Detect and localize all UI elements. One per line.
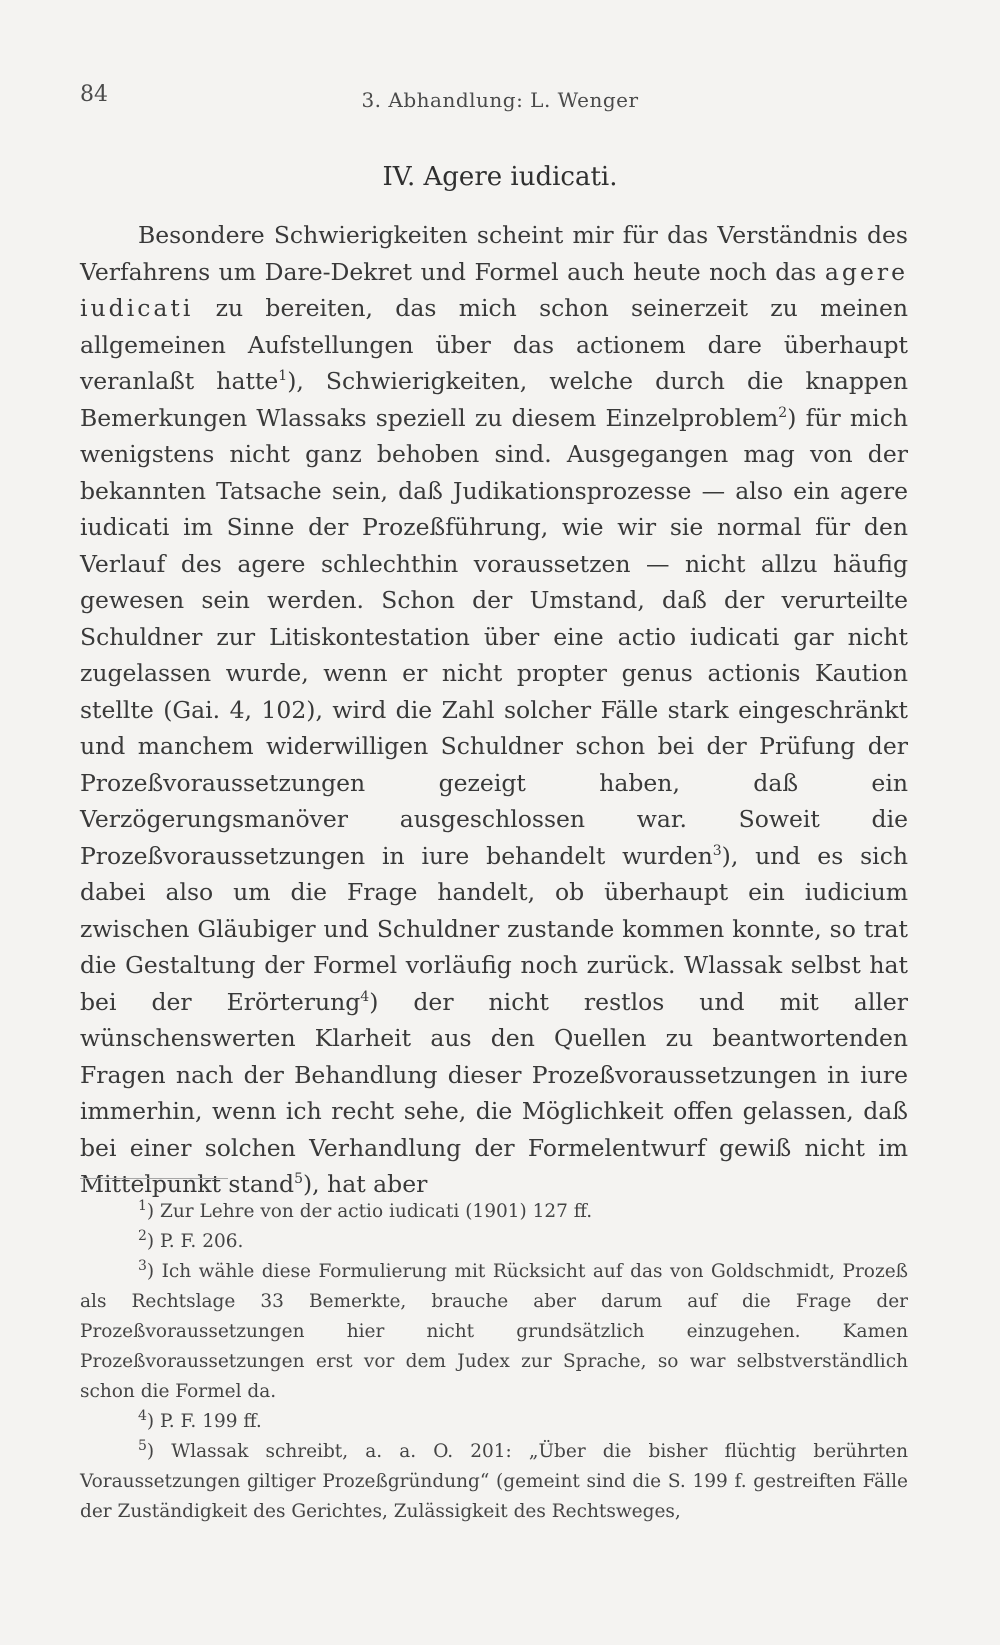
footnote xyxy=(80,1407,908,1437)
footnote-reference: 2 xyxy=(778,404,788,421)
body-text-segment: ) für mich wenigstens nicht ganz behoben sind. Ausgegangen mag von der bekannten Tatsache sein, daß Judikationsprozesse — also ein agere iudicati im Sinne der Prozeßführung, wie wir sie normal für den Verlauf des agere schlechthin voraussetzen — nicht allzu häufig gewesen sein werden. Schon der Umstand, daß der verurteilte Schuldner zur Litiskontestation über eine actio iudicati gar nicht zugelassen wurde, wenn er nicht propter genus actionis Kaution stellte (Gai. 4, 102), wird die Zahl solcher Fälle stark eingeschränkt und manchem widerwilligen Schuldner schon bei der Prüfung der Prozeßvoraussetzungen gezeigt haben, daß ein Verzögerungsmanöver ausgeschlossen war. Soweit die Prozeßvoraussetzungen in iure behandelt wurden xyxy=(80,403,908,870)
footnote-text: ) Zur Lehre von der actio iudicati (1901) 127 ff. xyxy=(146,1201,593,1222)
footnote-text: ) P. F. 199 ff. xyxy=(146,1411,262,1432)
footnote-text: ) Wlassak schreibt, a. a. O. 201: „Über die bisher flüchtig berührten Voraussetzungen giltiger Prozeßgründung“ (gemeint sind die S. 199 f. gestreiften Fälle der Zuständigkeit des Gerichtes, Zulässigkeit des Rechtsweges, xyxy=(80,1441,908,1522)
footnote-divider xyxy=(80,1178,228,1179)
footnote-marker: 3 xyxy=(138,1257,147,1274)
emphasized-term: agere iudicati xyxy=(80,257,908,322)
body-text-segment: ) der nicht restlos und mit aller wünschenswerten Klarheit aus den Quellen zu beantwortenden Fragen nach der Behandlung dieser Prozeßvoraussetzungen in iure immerhin, wenn ich recht sehe, die Möglichkeit offen gelassen, daß bei einer solchen Verhandlung der Formelentwurf gewiß nicht im Mittelpunkt stand xyxy=(80,987,908,1198)
footnotes xyxy=(80,1197,908,1527)
footnote-marker: 5 xyxy=(138,1437,147,1454)
body-text xyxy=(80,217,908,1203)
footnote xyxy=(80,1257,908,1407)
body-text-segment: ), hat aber xyxy=(302,1170,428,1198)
footnote xyxy=(80,1227,908,1257)
body-text-segment: ), und es sich dabei also um die Frage handelt, ob überhaupt ein iudicium zwischen Gläubiger und Schuldner zustande kommen konnte, so trat die Gestaltung der Formel vorläufig noch zurück. Wlassak selbst hat bei der Erörterung xyxy=(80,841,908,1016)
body-paragraph xyxy=(80,217,908,1203)
body-text-segment: zu bereiten, das mich schon seinerzeit zu meinen allgemeinen Aufstellungen über das actionem dare überhaupt veranlaßt hatte xyxy=(80,294,908,395)
footnote-reference: 5 xyxy=(294,1171,303,1188)
footnote-text: ) Ich wähle diese Formulierung mit Rücksicht auf das von Goldschmidt, Prozeß als Rechtslage 33 Bemerkte, brauche aber darum auf die Frage der Prozeßvoraussetzungen hier nicht grundsätzlich einzugehen. Kamen Prozeßvoraussetzungen erst vor dem Judex zur Sprache, so war selbstverständlich schon die Formel da. xyxy=(80,1261,908,1402)
footnote xyxy=(80,1197,908,1227)
body-text-segment: ), Schwierigkeiten, welche durch die knappen Bemerkungen Wlassaks speziell zu diesem Einzelproblem xyxy=(80,367,909,432)
footnote-marker: 4 xyxy=(138,1407,147,1424)
footnote-reference: 4 xyxy=(360,988,370,1005)
body-text-segment: Besondere Schwierigkeiten scheint mir für das Verständnis des Verfahrens um Dare-Dekret und Formel auch heute noch das xyxy=(80,221,908,286)
footnote-text: ) P. F. 206. xyxy=(146,1231,244,1252)
page-number: 84 xyxy=(80,82,108,107)
footnote-marker: 2 xyxy=(138,1227,147,1244)
section-heading: IV. Agere iudicati. xyxy=(382,162,618,192)
footnote-marker: 1 xyxy=(138,1197,147,1214)
footnote-reference: 1 xyxy=(278,368,288,385)
running-head: 3. Abhandlung: L. Wenger xyxy=(361,88,639,112)
footnote xyxy=(80,1437,908,1527)
footnote-reference: 3 xyxy=(712,842,722,859)
